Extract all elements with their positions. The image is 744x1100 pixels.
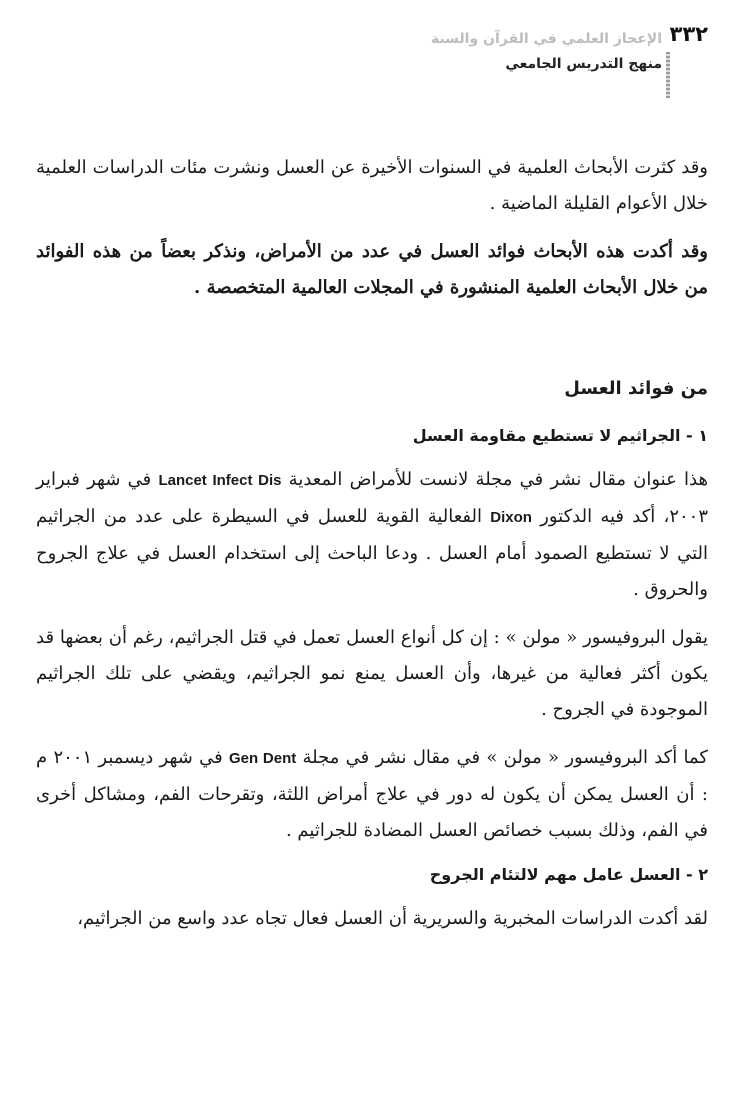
- intro-paragraph-2: وقد أكدت هذه الأبحاث فوائد العسل في عدد من الأمراض، ونذكر بعضاً من هذه الفوائد من خلال الأبحاث العلمية المنشورة في المجلات العالمية المتخصصة .: [36, 241, 708, 298]
- item-1-paragraph-3: [36, 740, 708, 849]
- item-1-p1-text-b: في شهر فبراير ٢٠٠٣، أكد فيه الدكتور: [36, 469, 709, 527]
- item-1-p3-text-a: كما أكد البروفيسور « مولن » في مقال نشر في مجلة: [296, 747, 708, 768]
- book-title: الإعجاز العلمي في القرآن والسنة: [430, 31, 662, 47]
- chapter-title: منهج التدريس الجامعي: [505, 56, 662, 72]
- item-1-p1-text-c: الفعالية القوية للعسل في السيطرة على عدد من الجراثيم التي لا تستطيع الصمود أمام العسل . ودعا الباحث إلى استخدام العسل في علاج الجروح والحروق .: [36, 506, 708, 600]
- page-number: ٣٣٢: [669, 22, 708, 46]
- section-heading: من فوائد العسل: [564, 378, 708, 399]
- header-decoration: [666, 52, 670, 98]
- item-1-paragraph-1: [36, 462, 708, 608]
- researcher-name-dixon: Dixon: [490, 509, 532, 526]
- running-header: [431, 30, 662, 74]
- page-body: [36, 150, 708, 949]
- item-1-p1-text-a: هذا عنوان مقال نشر في مجلة لانست للأمراض المعدية: [281, 469, 709, 490]
- intro-paragraph-1: وقد كثرت الأبحاث العلمية في السنوات الأخيرة عن العسل ونشرت مئات الدراسات العلمية خلال الأعوام القليلة الماضية .: [36, 157, 708, 214]
- item-2-heading: ٢ - العسل عامل مهم لالتئام الجروح: [429, 865, 708, 884]
- item-1-paragraph-2: يقول البروفيسور « مولن » : إن كل أنواع العسل تعمل في قتل الجراثيم، رغم أن بعضها قد يكون أكثر فعالية من غيرها، وأن العسل يمنع نمو الجراثيم، ويقضي على تلك الجراثيم الموجودة في الجروح .: [36, 627, 708, 720]
- item-2-paragraph-1: لقد أكدت الدراسات المخبرية والسريرية أن العسل فعال تجاه عدد واسع من الجراثيم،: [77, 908, 708, 929]
- journal-name-gen-dent: Gen Dent: [229, 750, 297, 767]
- item-1-p3-text-b: في شهر ديسمبر ٢٠٠١ م : أن العسل يمكن أن يكون له دور في علاج أمراض اللثة، وتقرحات الفم، ومشاكل أخرى في الفم، وذلك بسبب خصائص العسل المضادة للجراثيم .: [36, 747, 708, 841]
- item-1-heading: ١ - الجراثيم لا تستطيع مقاومة العسل: [412, 426, 708, 445]
- journal-name-lancet: Lancet Infect Dis: [158, 472, 282, 489]
